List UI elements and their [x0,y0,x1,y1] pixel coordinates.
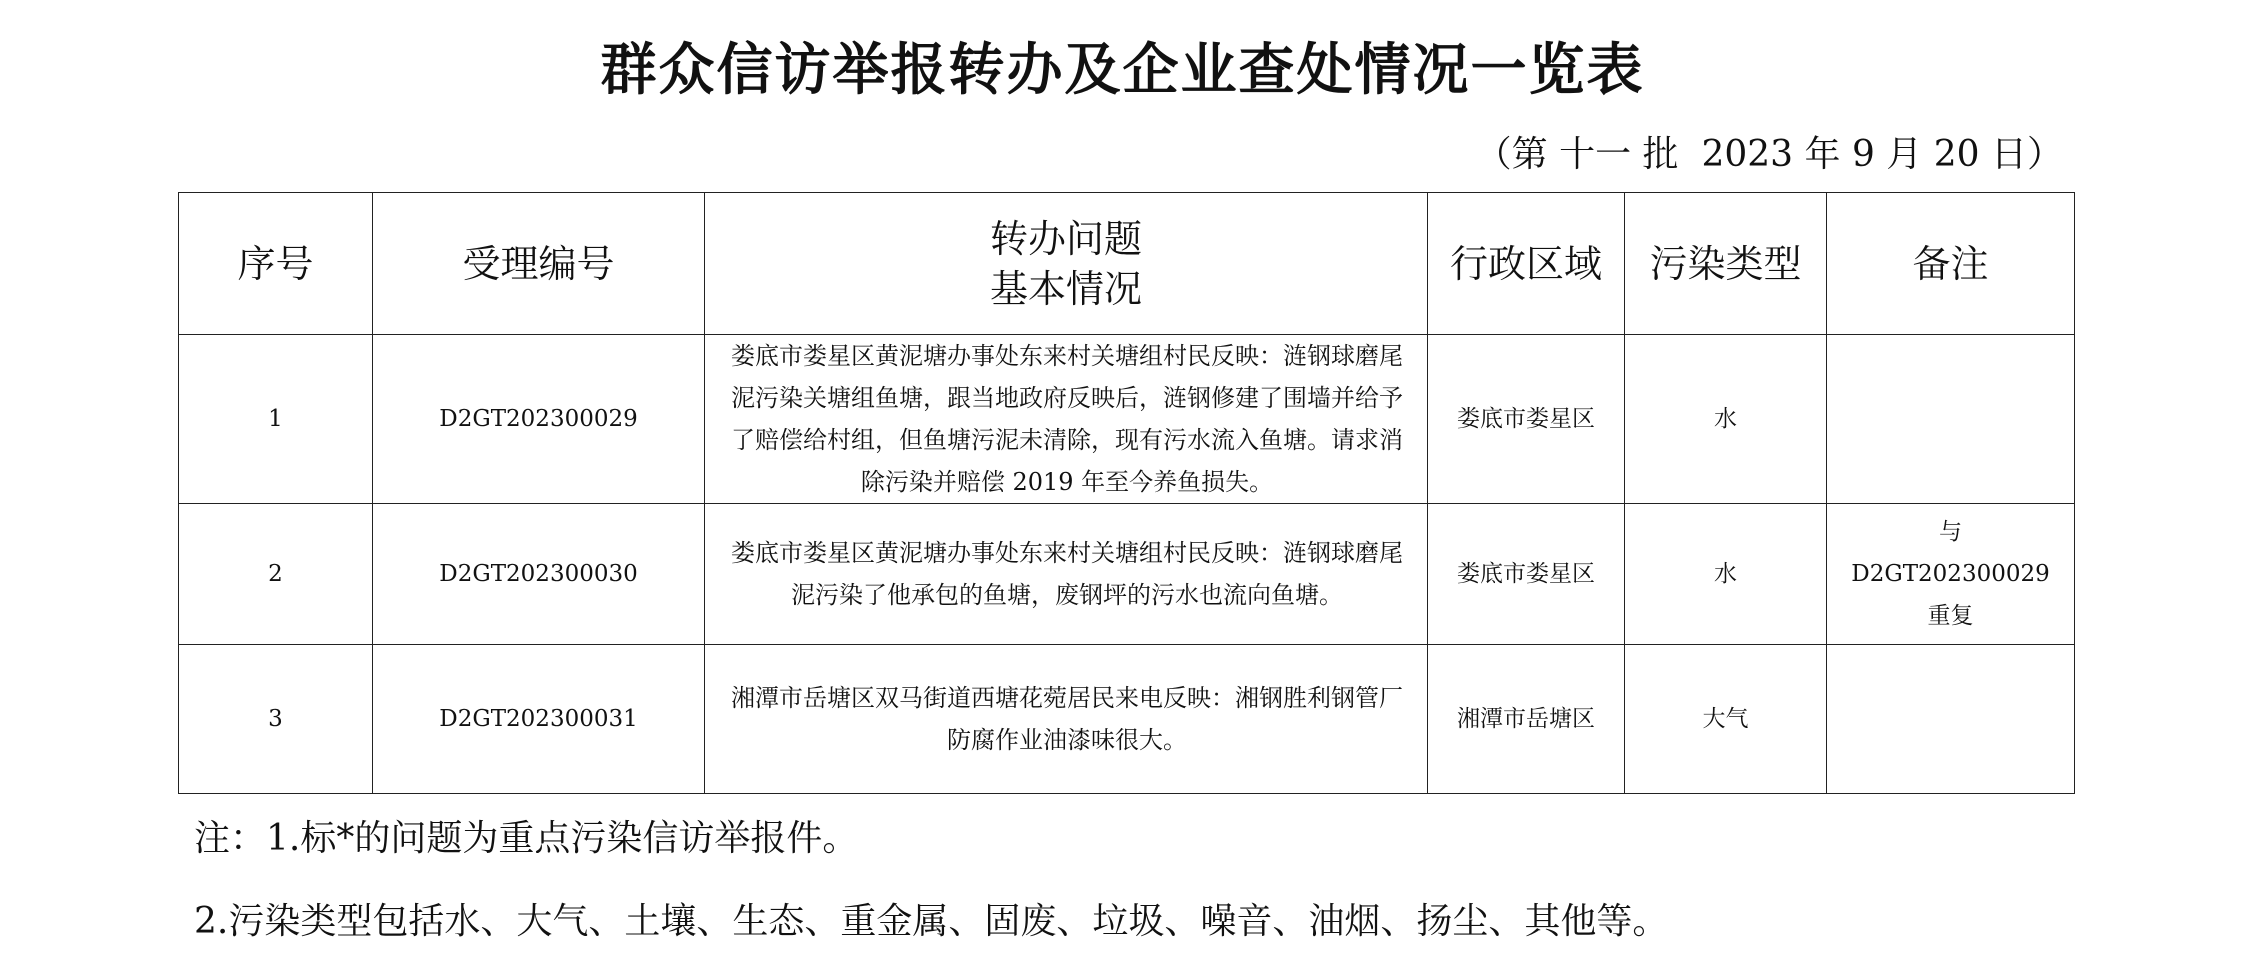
cell-issue: 娄底市娄星区黄泥塘办事处东来村关塘组村民反映：涟钢球磨尾泥污染了他承包的鱼塘，废钢坪的污水也流向鱼塘。 [705,504,1428,645]
header-region: 行政区域 [1428,193,1625,335]
header-pollution-type: 污染类型 [1625,193,1827,335]
header-seq: 序号 [179,193,373,335]
cell-region-text: 娄底市娄星区 [1457,561,1595,587]
table-row [179,335,2075,504]
cell-region-text: 娄底市娄星区 [1457,406,1595,432]
footnote-1: 注：1.标*的问题为重点污染信访举报件。 [194,818,859,859]
header-issue-line1: 转办问题 [989,216,1142,261]
cell-case-number: D2GT202300029 [373,335,705,504]
table-header-row [179,193,2075,335]
cell-region [1428,335,1625,504]
batch-date-line: （第 十一 批 2023 年 9 月 20 日） [1475,134,2063,175]
cell-pollution-type: 大气 [1625,645,1827,794]
header-case-number: 受理编号 [373,193,705,335]
table-row [179,504,2075,645]
cell-case-number: D2GT202300031 [373,645,705,794]
cell-remark [1827,335,2075,504]
cell-pollution-type: 水 [1625,504,1827,645]
cell-remark [1827,504,2075,645]
footnote-2: 2.污染类型包括水、大气、土壤、生态、重金属、固废、垃圾、噪音、油烟、扬尘、其他等。 [194,901,1669,942]
cell-pollution-type: 水 [1625,335,1827,504]
cell-issue: 娄底市娄星区黄泥塘办事处东来村关塘组村民反映：涟钢球磨尾泥污染关塘组鱼塘，跟当地政府反映后，涟钢修建了围墙并给予了赔偿给村组，但鱼塘污泥未清除，现有污水流入鱼塘。请求消除污染并赔偿 2019 年至今养鱼损失。 [705,335,1428,504]
report-table [178,192,2075,794]
cell-case-number: D2GT202300030 [373,504,705,645]
cell-remark [1827,645,2075,794]
header-issue-line2: 基本情况 [989,266,1142,311]
cell-region-text: 湘潭市岳塘区 [1457,706,1595,732]
cell-seq: 1 [179,335,373,504]
cell-seq: 3 [179,645,373,794]
header-issue [705,193,1428,335]
cell-seq: 2 [179,504,373,645]
cell-issue: 湘潭市岳塘区双马街道西塘花菀居民来电反映：湘钢胜利钢管厂防腐作业油漆味很大。 [705,645,1428,794]
cell-region [1428,504,1625,645]
cell-remark-text: 与 D2GT202300029 重复 [1851,519,2050,629]
header-remark: 备注 [1827,193,2075,335]
cell-region [1428,645,1625,794]
table-row [179,645,2075,794]
page-title: 群众信访举报转办及企业查处情况一览表 [600,37,1645,103]
